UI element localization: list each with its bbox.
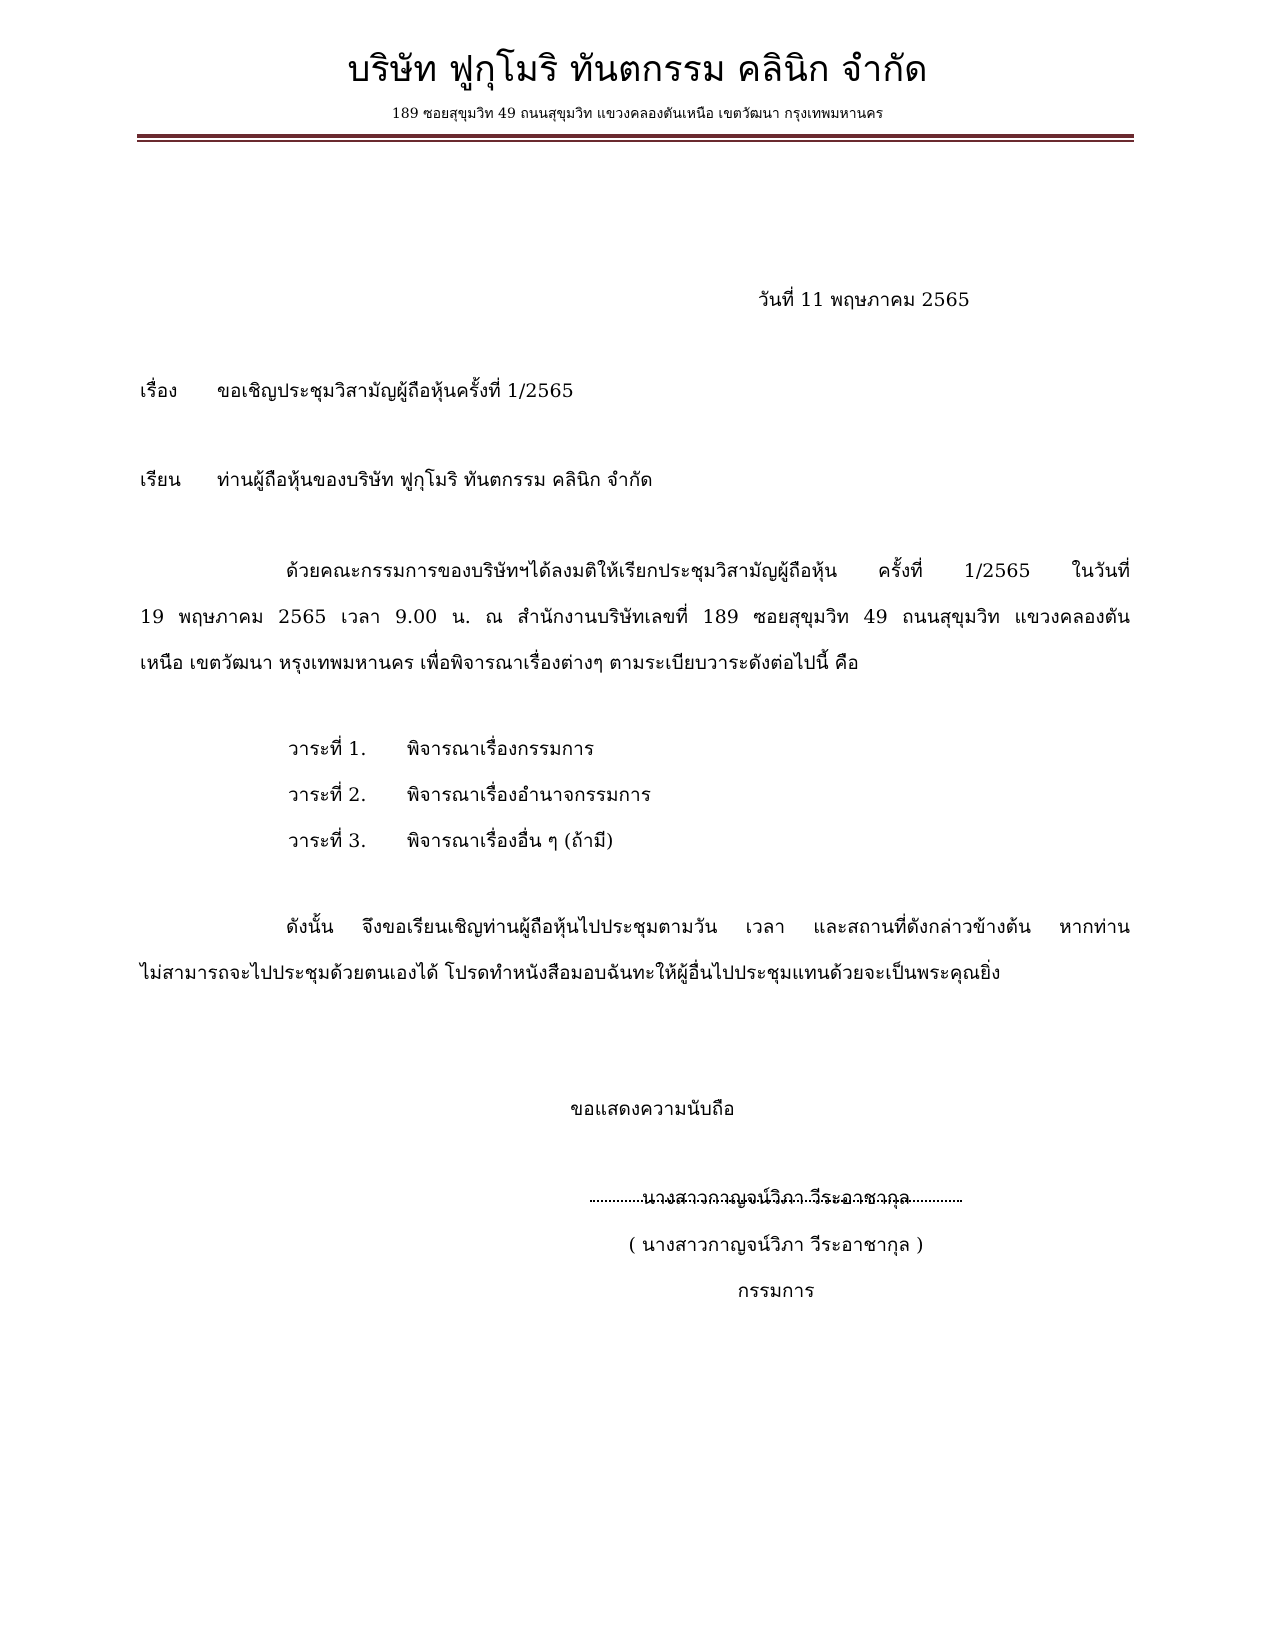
subject-label: เรื่อง bbox=[140, 380, 178, 402]
agenda-number: วาระที่ 1. bbox=[288, 738, 367, 760]
agenda-item: พิจารณาเรื่องกรรมการ bbox=[407, 738, 595, 760]
letter-date: วันที่ 11 พฤษภาคม 2565 bbox=[758, 289, 970, 311]
header-divider-thick bbox=[137, 134, 1134, 138]
signer-printed-name: ( นางสาวกาญจน์วิภา วีระอาชากุล ) bbox=[628, 1234, 924, 1256]
signature: นางสาวกาญจน์วิภา วีระอาชากุล bbox=[641, 1187, 911, 1209]
agenda-number: วาระที่ 3. bbox=[288, 830, 367, 852]
body-paragraph-1 bbox=[140, 548, 1130, 686]
company-address: 189 ซอยสุขุมวิท 49 ถนนสุขุมวิท แขวงคลองตันเหนือ เขตวัฒนา กรุงเทพมหานคร bbox=[391, 106, 884, 122]
salutation-label: เรียน bbox=[140, 469, 181, 491]
header-divider-thin bbox=[137, 140, 1134, 142]
paragraph-line: ไม่สามารถจะไปประชุมด้วยตนเองได้ โปรดทำหนังสือมอบฉันทะให้ผู้อื่นไปประชุมแทนด้วยจะเป็นพระคุณยิ่ง bbox=[140, 962, 1001, 984]
salutation-text: ท่านผู้ถือหุ้นของบริษัท ฟูกุโมริ ทันตกรรม คลินิก จำกัด bbox=[217, 469, 653, 491]
agenda-item: พิจารณาเรื่องอื่น ๆ (ถ้ามี) bbox=[407, 830, 614, 852]
agenda-item: พิจารณาเรื่องอำนาจกรรมการ bbox=[407, 784, 651, 806]
body-paragraph-2 bbox=[140, 904, 1130, 996]
paragraph-line: 19 พฤษภาคม 2565 เวลา 9.00 น. ณ สำนักงานบริษัทเลขที่ 189 ซอยสุขุมวิท 49 ถนนสุขุมวิท แขวงคลองตัน bbox=[140, 606, 1130, 628]
subject-text: ขอเชิญประชุมวิสามัญผู้ถือหุ้นครั้งที่ 1/2565 bbox=[217, 380, 574, 402]
paragraph-line: ด้วยคณะกรรมการของบริษัทฯได้ลงมติให้เรียกประชุมวิสามัญผู้ถือหุ้น ครั้งที่ 1/2565 ในวันที่ bbox=[286, 560, 1130, 582]
company-name: บริษัท ฟูกุโมริ ทันตกรรม คลินิก จำกัด bbox=[347, 49, 928, 90]
paragraph-line: ดังนั้น จึงขอเรียนเชิญท่านผู้ถือหุ้นไปประชุมตามวัน เวลา และสถานที่ดังกล่าวข้างต้น หากท่าน bbox=[286, 916, 1130, 938]
signer-title: กรรมการ bbox=[737, 1280, 815, 1302]
agenda-number: วาระที่ 2. bbox=[288, 784, 367, 806]
closing-phrase: ขอแสดงความนับถือ bbox=[570, 1098, 735, 1120]
paragraph-line: เหนือ เขตวัฒนา หรุงเทพมหานคร เพื่อพิจารณาเรื่องต่างๆ ตามระเบียบวาระดังต่อไปนี้ คือ bbox=[140, 652, 859, 674]
